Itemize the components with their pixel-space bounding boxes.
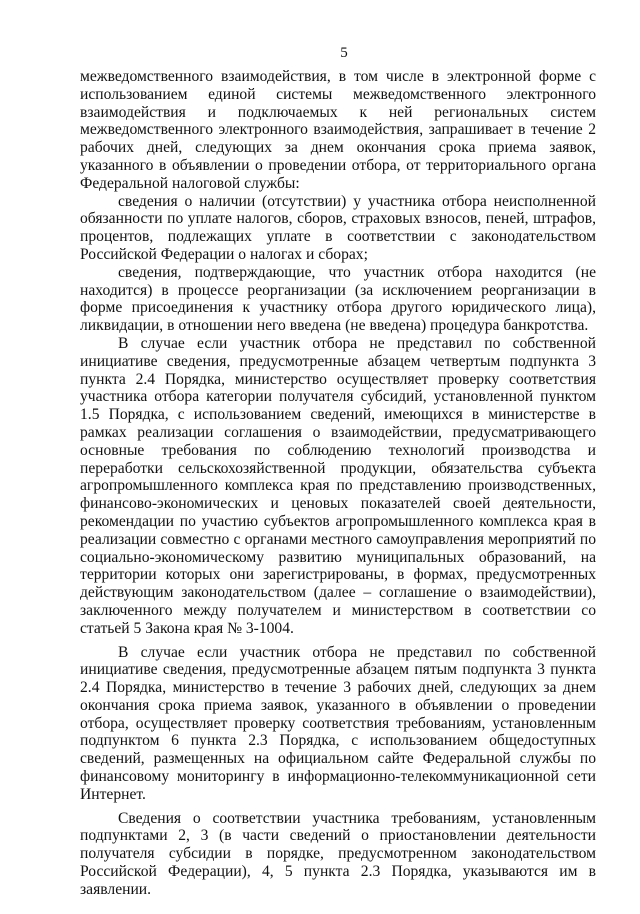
- paragraph-application-statements: Сведения о соответствии участника требованиям, установленным подпунктами 2, 3 (в части сведений о приостановлении деятельности получателя субсидии в порядке, предусмотренном законодательством Российской Федерации), 4, 5 пункта 2.3 Порядка, указываются им в заявлении.: [80, 809, 596, 898]
- paragraph-financial-monitoring-check: В случае если участник отбора не представил по собственной инициативе сведения, предусмотренные абзацем пятым подпункта 3 пункта 2.4 Порядка, министерство в течение 3 рабочих дней, следующих за днем окончания срока приема заявок, указанного в объявлении о проведении отбора, осуществляет проверку соответствия требованиям, установленным подпунктом 6 пункта 2.3 Порядка, с использованием общедоступных сведений, размещенных на официальном сайте Федеральной службы по финансовому мониторингу в информационно-телекоммуникационной сети Интернет.: [80, 643, 596, 803]
- paragraph-tax-debt-info: сведения о наличии (отсутствии) у участника отбора неисполненной обязанности по уплате налогов, сборов, страховых взносов, пеней, штрафов, процентов, подлежащих уплате в соответствии с законодательством Российской Федерации о налогах и сборах;: [80, 192, 596, 263]
- paragraph-reorganization-info: сведения, подтверждающие, что участник отбора находится (не находится) в процессе реорганизации (за исключением реорганизации в форме присоединения к участнику отбора другого юридического лица), ликвидации, в отношении него введена (не введена) процедура банкротства.: [80, 263, 596, 335]
- document-body: [80, 68, 596, 899]
- page-number: 5: [340, 45, 348, 61]
- paragraph-continuation: межведомственного взаимодействия, в том числе в электронной форме с использованием единой системы межведомственного электронного взаимодействия и подключаемых к ней региональных систем межведомственного электронного взаимодействия, запрашивает в течение 2 рабочих дней, следующих за днем окончания срока приема заявок, указанного в объявлении о проведении отбора, от территориального органа Федеральной налоговой службы:: [80, 68, 596, 192]
- paragraph-category-check: В случае если участник отбора не представил по собственной инициативе сведения, предусмотренные абзацем четвертым подпункта 3 пункта 2.4 Порядка, министерство осуществляет проверку соответствия участника отбора категории получателя субсидий, установленной пунктом 1.5 Порядка, с использованием сведений, имеющихся в министерстве в рамках реализации соглашения о взаимодействии, предусматривающего основные требования по соблюдению технологий производства и переработки сельскохозяйственной продукции, обязательства субъекта агропромышленного комплекса края по представлению производственных, финансово-экономических и ценовых показателей своей деятельности, рекомендации по участию субъектов агропромышленного комплекса края в реализации совместно с органами местного самоуправления мероприятий по социально-экономическому развитию муниципальных образований, на территории которых они зарегистрированы, в формах, предусмотренных действующим законодательством (далее – соглашение о взаимодействии), заключенного между получателем и министерством в соответствии со статьей 5 Закона края № 3-1004.: [80, 334, 596, 637]
